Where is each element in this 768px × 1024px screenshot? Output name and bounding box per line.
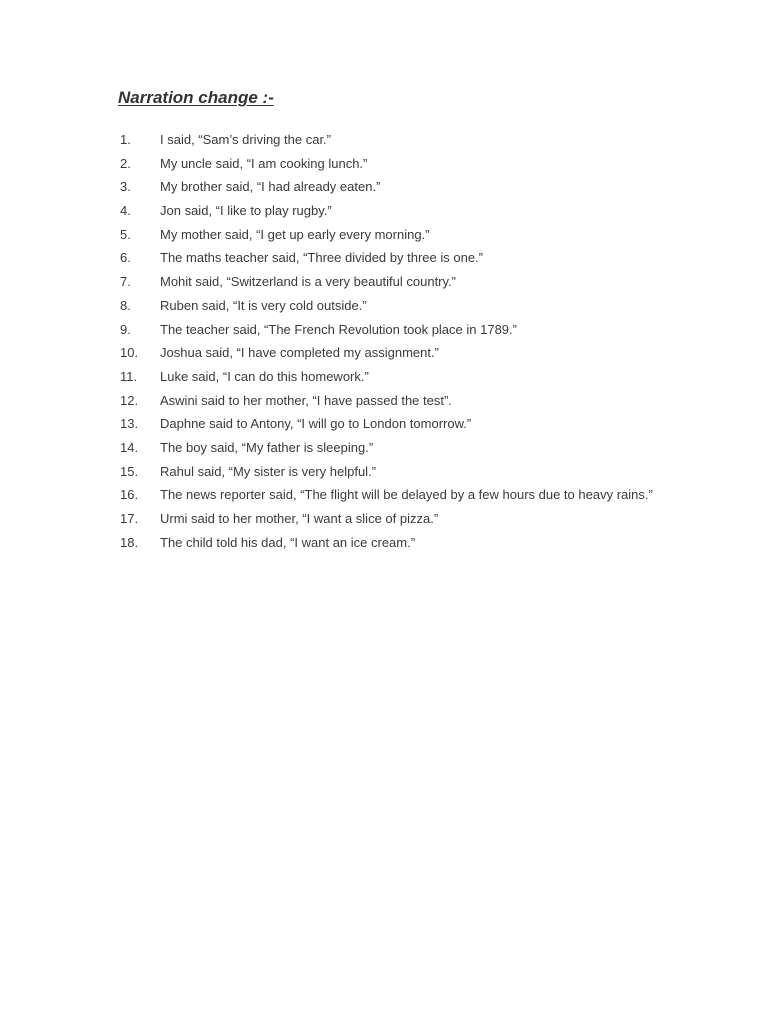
list-item-number: 17. xyxy=(120,511,139,526)
list-item-number: 14. xyxy=(120,439,139,455)
sentence-list xyxy=(118,130,658,556)
list-item xyxy=(118,533,658,553)
list-item-number: 13. xyxy=(120,416,139,432)
list-item-text: Aswini said to her mother, “I have passed the test”. xyxy=(160,392,452,408)
list-item-number: 12. xyxy=(120,392,139,408)
list-item xyxy=(118,343,658,363)
list-item-text: My uncle said, “I am cooking lunch.” xyxy=(160,155,368,171)
list-item-text: Daphne said to Antony, “I will go to London tomorrow.” xyxy=(160,416,472,432)
list-item-number: 5. xyxy=(120,226,131,242)
list-item-number: 15. xyxy=(120,463,139,479)
list-item xyxy=(118,391,658,411)
list-item xyxy=(118,462,658,482)
list-item-text: Mohit said, “Switzerland is a very beautiful country.” xyxy=(160,274,456,290)
list-item xyxy=(118,201,658,221)
list-item-text: Luke said, “I can do this homework.” xyxy=(160,368,369,384)
list-item-number: 18. xyxy=(120,534,139,550)
list-item-text: The child told his dad, “I want an ice cream.” xyxy=(160,534,416,550)
list-item-text: The boy said, “My father is sleeping.” xyxy=(160,439,374,455)
list-item-text: Ruben said, “It is very cold outside.” xyxy=(160,297,367,313)
list-item xyxy=(118,130,658,150)
list-item-text: Urmi said to her mother, “I want a slice of pizza.” xyxy=(160,511,439,526)
list-item xyxy=(118,414,658,434)
list-item-text: The teacher said, “The French Revolution took place in 1789.” xyxy=(160,321,517,337)
list-item-number: 10. xyxy=(120,345,139,361)
list-item-number: 9. xyxy=(120,321,131,337)
list-item-number: 4. xyxy=(120,203,131,219)
list-item-number: 11. xyxy=(120,368,138,384)
list-item-number: 6. xyxy=(120,250,131,266)
list-item-number: 8. xyxy=(120,297,131,313)
list-item-text: Rahul said, “My sister is very helpful.” xyxy=(160,463,377,479)
list-item-number: 1. xyxy=(120,132,131,147)
list-item xyxy=(118,509,658,529)
list-item-text: My mother said, “I get up early every morning.” xyxy=(160,226,430,242)
list-item-text: My brother said, “I had already eaten.” xyxy=(160,179,381,195)
list-item xyxy=(118,438,658,458)
list-item xyxy=(118,272,658,292)
list-item-text: Joshua said, “I have completed my assignment.” xyxy=(160,345,439,361)
list-item-number: 2. xyxy=(120,155,131,171)
list-item xyxy=(118,367,658,387)
list-item xyxy=(118,177,658,197)
list-item-number: 16. xyxy=(120,487,139,503)
page-title: Narration change :- xyxy=(118,88,274,107)
list-item xyxy=(118,154,658,174)
list-item-text: The news reporter said, “The flight will be delayed by a few hours due to heavy rains.” xyxy=(160,487,653,503)
list-item-number: 7. xyxy=(120,274,131,290)
list-item-text: The maths teacher said, “Three divided by three is one.” xyxy=(160,250,483,266)
list-item-text: Jon said, “I like to play rugby.” xyxy=(160,203,332,219)
list-item-number: 3. xyxy=(120,179,131,195)
list-item xyxy=(118,296,658,316)
list-item xyxy=(118,225,658,245)
list-item xyxy=(118,320,658,340)
list-item-text: I said, “Sam’s driving the car.” xyxy=(160,132,331,147)
list-item xyxy=(118,248,658,268)
list-item xyxy=(118,485,658,505)
